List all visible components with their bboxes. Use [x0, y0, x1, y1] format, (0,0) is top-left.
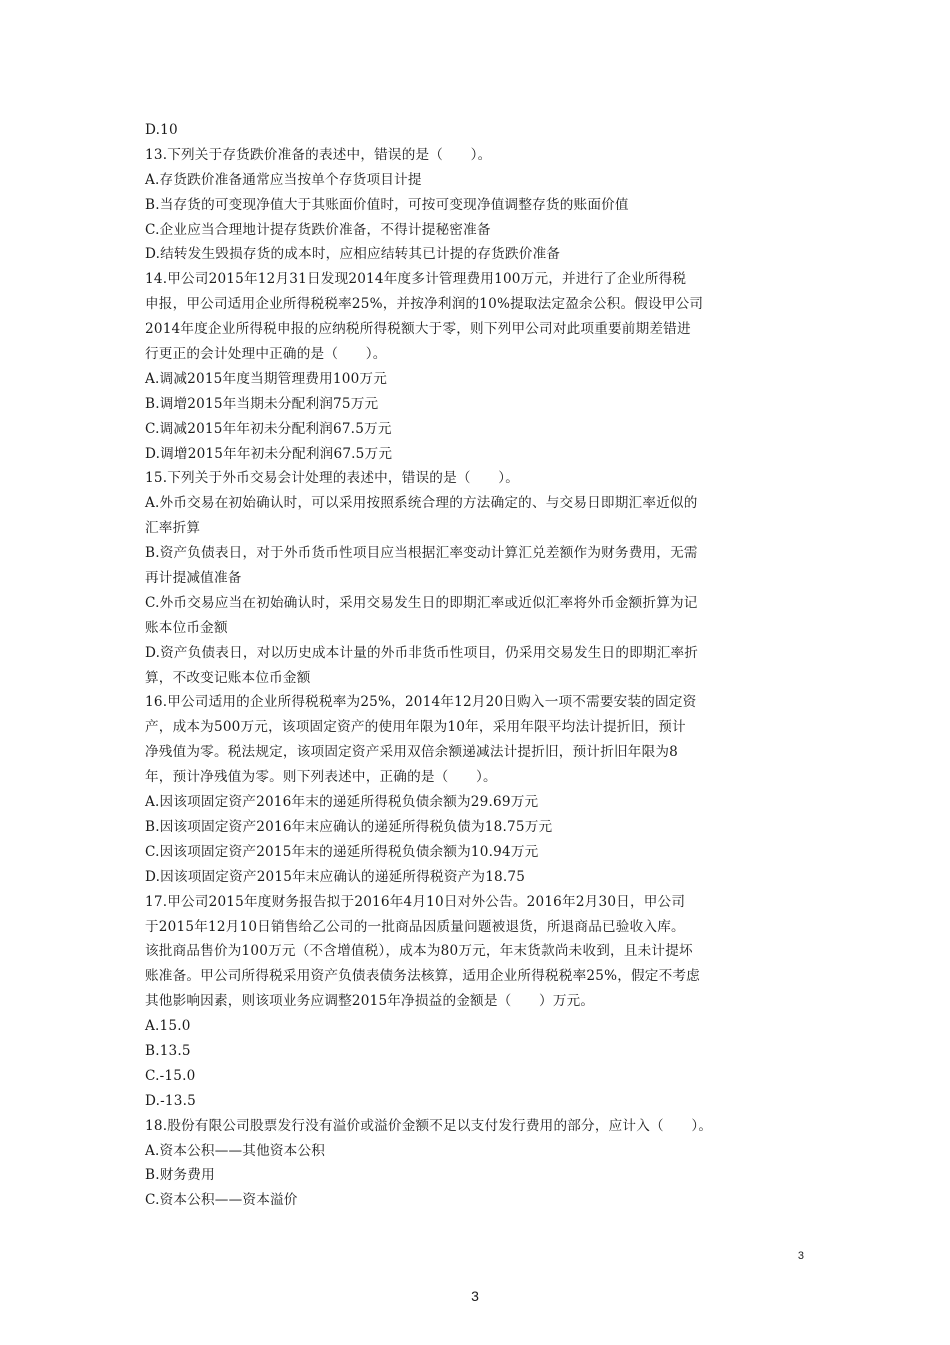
text-line: 行更正的会计处理中正确的是（ ）。: [145, 346, 387, 363]
option-line: D.因该项固定资产2015年末应确认的递延所得税资产为18.75: [145, 868, 526, 885]
text-line: 产，成本为500万元，该项固定资产的使用年限为10年，采用年限平均法计提折旧，预计: [145, 719, 686, 736]
option-line: C.资本公积——资本溢价: [145, 1192, 298, 1209]
option-line: B.13.5: [145, 1042, 191, 1059]
option-line: B.资产负债表日，对于外币货币性项目应当根据汇率变动计算汇兑差额作为财务费用，无需: [145, 545, 698, 562]
question-17-stem: 17.甲公司2015年度财务报告拟于2016年4月10日对外公告。2016年2月30日，甲公司: [145, 893, 686, 910]
page-number-footer: 3: [471, 1288, 479, 1304]
option-line: A.调减2015年度当期管理费用100万元: [145, 370, 388, 387]
text-line: 账准备。甲公司所得税采用资产负债表债务法核算，适用企业所得税税率25%，假定不考虑: [145, 968, 700, 985]
page-body: [145, 118, 810, 1213]
option-line: A.资本公积——其他资本公积: [145, 1142, 326, 1159]
page-number-small: 3: [797, 1250, 804, 1262]
option-line: D.资产负债表日，对以历史成本计量的外币非货币性项目，仍采用交易发生日的即期汇率折: [145, 644, 699, 661]
text-line: 于2015年12月10日销售给乙公司的一批商品因质量问题被退货，所退商品已验收入库。: [145, 918, 685, 935]
text-line: D.10: [145, 122, 178, 138]
option-line: A.外币交易在初始确认时，可以采用按照系统合理的方法确定的、与交易日即期汇率近似的: [145, 495, 698, 512]
option-line: D.-13.5: [145, 1092, 196, 1109]
option-line: C.-15.0: [145, 1067, 196, 1084]
text-line: 净残值为零。税法规定，该项固定资产采用双倍余额递减法计提折旧，预计折旧年限为8: [145, 744, 679, 761]
text-line: 算，不改变记账本位币金额: [145, 669, 311, 686]
text-line: 申报，甲公司适用企业所得税税率25%，并按净利润的10%提取法定盈余公积。假设甲公司: [145, 296, 704, 313]
text-line: 账本位币金额: [145, 619, 228, 636]
option-line: D.结转发生毁损存货的成本时，应相应结转其已计提的存货跌价准备: [145, 246, 561, 263]
question-13-stem: 13.下列关于存货跌价准备的表述中，错误的是（ ）。: [145, 146, 492, 163]
option-line: C.企业应当合理地计提存货跌价准备，不得计提秘密准备: [145, 221, 491, 238]
question-14-stem: 14.甲公司2015年12月31日发现2014年度多计管理费用100万元，并进行了企业所得税: [145, 271, 687, 288]
text-line: 汇率折算: [145, 520, 201, 537]
option-line: A.存货跌价准备通常应当按单个存货项目计提: [145, 171, 422, 188]
option-line: B.因该项固定资产2016年末应确认的递延所得税负债为18.75万元: [145, 818, 553, 835]
question-18-stem: 18.股份有限公司股票发行没有溢价或溢价金额不足以支付发行费用的部分，应计入（ ）。: [145, 1117, 713, 1134]
option-line: C.因该项固定资产2015年末的递延所得税负债余额为10.94万元: [145, 843, 539, 860]
option-line: B.当存货的可变现净值大于其账面价值时，可按可变现净值调整存货的账面价值: [145, 196, 629, 213]
option-line: C.调减2015年年初未分配利润67.5万元: [145, 420, 392, 437]
question-16-stem: 16.甲公司适用的企业所得税税率为25%，2014年12月20日购入一项不需要安装的固定资: [145, 694, 697, 711]
option-line: D.调增2015年年初未分配利润67.5万元: [145, 445, 393, 462]
text-line: 该批商品售价为100万元（不含增值税），成本为80万元，年末货款尚未收到，且未计提坏: [145, 943, 693, 960]
text-line: 其他影响因素，则该项业务应调整2015年净损益的金额是（ ）万元。: [145, 993, 595, 1010]
option-line: A.15.0: [145, 1018, 191, 1035]
option-line: B.财务费用: [145, 1167, 215, 1184]
text-line: 年，预计净残值为零。则下列表述中，正确的是（ ）。: [145, 769, 497, 786]
text-line: 2014年度企业所得税申报的应纳税所得税额大于零，则下列甲公司对此项重要前期差错进: [145, 321, 691, 338]
option-line: A.因该项固定资产2016年末的递延所得税负债余额为29.69万元: [145, 794, 539, 811]
option-line: B.调增2015年当期未分配利润75万元: [145, 395, 379, 412]
question-15-stem: 15.下列关于外币交易会计处理的表述中，错误的是（ ）。: [145, 470, 520, 487]
option-line: C.外币交易应当在初始确认时，采用交易发生日的即期汇率或近似汇率将外币金额折算为记: [145, 594, 698, 611]
text-line: 再计提减值准备: [145, 570, 242, 587]
